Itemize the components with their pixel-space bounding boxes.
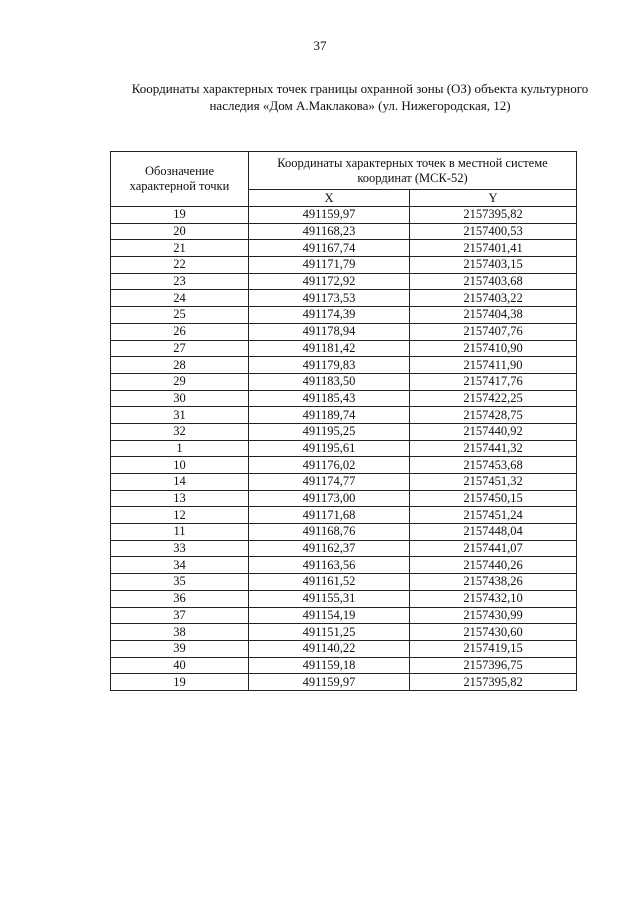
table-row <box>111 574 577 591</box>
cell-y: 2157448,04 <box>410 524 577 541</box>
cell-point: 36 <box>111 590 249 607</box>
cell-point: 22 <box>111 257 249 274</box>
cell-y: 2157417,76 <box>410 373 577 390</box>
cell-point: 27 <box>111 340 249 357</box>
cell-point: 30 <box>111 390 249 407</box>
cell-x: 491162,37 <box>249 540 410 557</box>
cell-x: 491155,31 <box>249 590 410 607</box>
cell-y: 2157411,90 <box>410 357 577 374</box>
cell-x: 491181,42 <box>249 340 410 357</box>
cell-y: 2157453,68 <box>410 457 577 474</box>
cell-x: 491173,00 <box>249 490 410 507</box>
cell-y: 2157440,92 <box>410 423 577 440</box>
cell-y: 2157396,75 <box>410 657 577 674</box>
table-row <box>111 357 577 374</box>
cell-x: 491195,61 <box>249 440 410 457</box>
table-row <box>111 390 577 407</box>
table-row <box>111 407 577 424</box>
cell-point: 33 <box>111 540 249 557</box>
table-row <box>111 540 577 557</box>
cell-point: 11 <box>111 524 249 541</box>
table-row <box>111 223 577 240</box>
table-row <box>111 240 577 257</box>
cell-x: 491140,22 <box>249 640 410 657</box>
cell-y: 2157419,15 <box>410 640 577 657</box>
header-coordinates-group: Координаты характерных точек в местной системе координат (МСК-52) <box>249 152 577 190</box>
cell-y: 2157451,24 <box>410 507 577 524</box>
cell-point: 14 <box>111 474 249 491</box>
cell-point: 39 <box>111 640 249 657</box>
page-number: 37 <box>313 38 327 53</box>
cell-point: 35 <box>111 574 249 591</box>
cell-y: 2157430,60 <box>410 624 577 641</box>
cell-point: 13 <box>111 490 249 507</box>
cell-x: 491159,18 <box>249 657 410 674</box>
table-header-row <box>111 152 577 190</box>
table-row <box>111 423 577 440</box>
table-row <box>111 474 577 491</box>
cell-point: 38 <box>111 624 249 641</box>
cell-point: 25 <box>111 307 249 324</box>
cell-y: 2157430,99 <box>410 607 577 624</box>
table-row <box>111 457 577 474</box>
cell-x: 491151,25 <box>249 624 410 641</box>
table-row <box>111 490 577 507</box>
table-row <box>111 323 577 340</box>
cell-point: 1 <box>111 440 249 457</box>
cell-y: 2157451,32 <box>410 474 577 491</box>
cell-point: 23 <box>111 273 249 290</box>
table-row <box>111 507 577 524</box>
table-row <box>111 590 577 607</box>
coordinates-table <box>110 151 577 691</box>
cell-point: 37 <box>111 607 249 624</box>
cell-y: 2157404,38 <box>410 307 577 324</box>
table-row <box>111 290 577 307</box>
cell-point: 29 <box>111 373 249 390</box>
header-y: Y <box>410 190 577 207</box>
cell-y: 2157407,76 <box>410 323 577 340</box>
table-row <box>111 257 577 274</box>
cell-point: 12 <box>111 507 249 524</box>
cell-y: 2157395,82 <box>410 674 577 691</box>
cell-x: 491176,02 <box>249 457 410 474</box>
cell-x: 491172,92 <box>249 273 410 290</box>
cell-point: 32 <box>111 423 249 440</box>
table-body <box>111 207 577 691</box>
table-row <box>111 607 577 624</box>
title-line-1: Координаты характерных точек границы охранной зоны (ОЗ) объекта культурного <box>131 81 589 96</box>
table-row <box>111 440 577 457</box>
cell-y: 2157410,90 <box>410 340 577 357</box>
cell-y: 2157403,22 <box>410 290 577 307</box>
cell-x: 491159,97 <box>249 207 410 224</box>
cell-x: 491189,74 <box>249 407 410 424</box>
cell-x: 491159,97 <box>249 674 410 691</box>
table-row <box>111 340 577 357</box>
cell-y: 2157403,15 <box>410 257 577 274</box>
cell-x: 491154,19 <box>249 607 410 624</box>
header-x: X <box>249 190 410 207</box>
document-title <box>110 80 610 114</box>
cell-x: 491195,25 <box>249 423 410 440</box>
cell-x: 491178,94 <box>249 323 410 340</box>
cell-y: 2157440,26 <box>410 557 577 574</box>
cell-y: 2157422,25 <box>410 390 577 407</box>
table-row <box>111 640 577 657</box>
cell-x: 491161,52 <box>249 574 410 591</box>
cell-x: 491174,77 <box>249 474 410 491</box>
cell-point: 28 <box>111 357 249 374</box>
cell-x: 491163,56 <box>249 557 410 574</box>
cell-y: 2157428,75 <box>410 407 577 424</box>
cell-x: 491174,39 <box>249 307 410 324</box>
table-row <box>111 624 577 641</box>
cell-x: 491167,74 <box>249 240 410 257</box>
cell-y: 2157441,32 <box>410 440 577 457</box>
cell-y: 2157403,68 <box>410 273 577 290</box>
table-row <box>111 307 577 324</box>
table-row <box>111 674 577 691</box>
cell-x: 491171,79 <box>249 257 410 274</box>
cell-point: 10 <box>111 457 249 474</box>
cell-y: 2157401,41 <box>410 240 577 257</box>
cell-point: 21 <box>111 240 249 257</box>
cell-point: 40 <box>111 657 249 674</box>
cell-x: 491185,43 <box>249 390 410 407</box>
cell-x: 491179,83 <box>249 357 410 374</box>
cell-x: 491168,76 <box>249 524 410 541</box>
table-row <box>111 557 577 574</box>
cell-point: 26 <box>111 323 249 340</box>
cell-point: 19 <box>111 207 249 224</box>
cell-x: 491183,50 <box>249 373 410 390</box>
cell-y: 2157400,53 <box>410 223 577 240</box>
header-point-designation: Обозначение характерной точки <box>111 152 249 207</box>
cell-point: 34 <box>111 557 249 574</box>
table-row <box>111 524 577 541</box>
table-row <box>111 273 577 290</box>
cell-y: 2157395,82 <box>410 207 577 224</box>
cell-x: 491171,68 <box>249 507 410 524</box>
cell-y: 2157450,15 <box>410 490 577 507</box>
cell-y: 2157438,26 <box>410 574 577 591</box>
table-row <box>111 373 577 390</box>
cell-y: 2157432,10 <box>410 590 577 607</box>
title-line-2: наследия «Дом А.Маклакова» (ул. Нижегородская, 12) <box>209 98 511 113</box>
table-row <box>111 207 577 224</box>
cell-x: 491173,53 <box>249 290 410 307</box>
cell-y: 2157441,07 <box>410 540 577 557</box>
cell-point: 31 <box>111 407 249 424</box>
cell-x: 491168,23 <box>249 223 410 240</box>
table-row <box>111 657 577 674</box>
cell-point: 20 <box>111 223 249 240</box>
cell-point: 19 <box>111 674 249 691</box>
cell-point: 24 <box>111 290 249 307</box>
